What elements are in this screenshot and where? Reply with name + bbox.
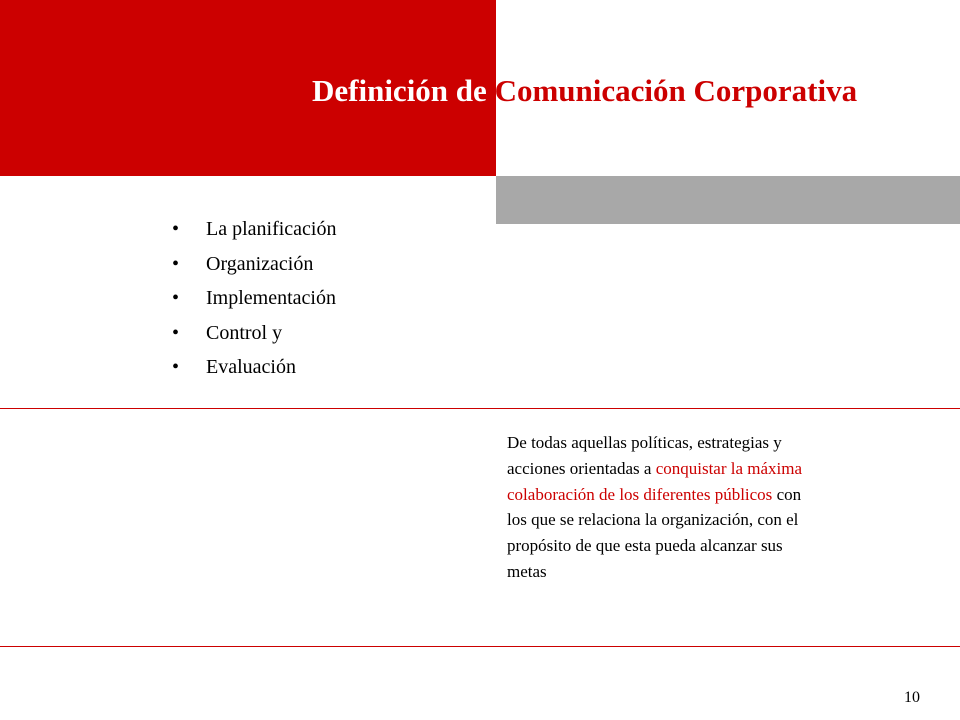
- list-item-label: Organización: [206, 252, 314, 275]
- list-item-label: Control y: [206, 321, 283, 344]
- list-item: [172, 212, 337, 247]
- bullet-list: [172, 212, 337, 385]
- bullet-icon: •: [172, 356, 180, 378]
- list-item: [172, 316, 337, 351]
- bullet-icon: •: [172, 321, 180, 344]
- definition-text: [507, 430, 807, 585]
- list-item: [172, 281, 337, 316]
- definition-text-start: De todas aquellas políticas, estrategias y acciones orientadas a: [507, 433, 782, 478]
- slide-title: [312, 72, 857, 110]
- bottom-divider: [0, 646, 960, 647]
- list-item-label: Evaluación: [206, 356, 296, 378]
- slide-title-part1: Definición de: [312, 73, 495, 108]
- list-item: [172, 247, 337, 282]
- list-item-label: La planificación: [206, 218, 337, 240]
- top-divider: [0, 408, 960, 409]
- definition-highlight: conquistar la máxima colaboración de los diferentes públicos: [507, 458, 803, 504]
- bullet-icon: •: [172, 287, 180, 309]
- page-number: 10: [904, 689, 920, 706]
- definition-text-end: con los que se relaciona la organización, con el propósito de que esta pueda alcanzar sus metas: [507, 484, 802, 581]
- list-item-label: Implementación: [206, 287, 336, 309]
- gray-accent-bar: [496, 176, 960, 224]
- bullet-icon: •: [172, 252, 180, 275]
- list-item: [172, 350, 337, 385]
- slide-title-part2: Comunicación Corporativa: [494, 73, 858, 108]
- bullet-icon: •: [172, 218, 180, 240]
